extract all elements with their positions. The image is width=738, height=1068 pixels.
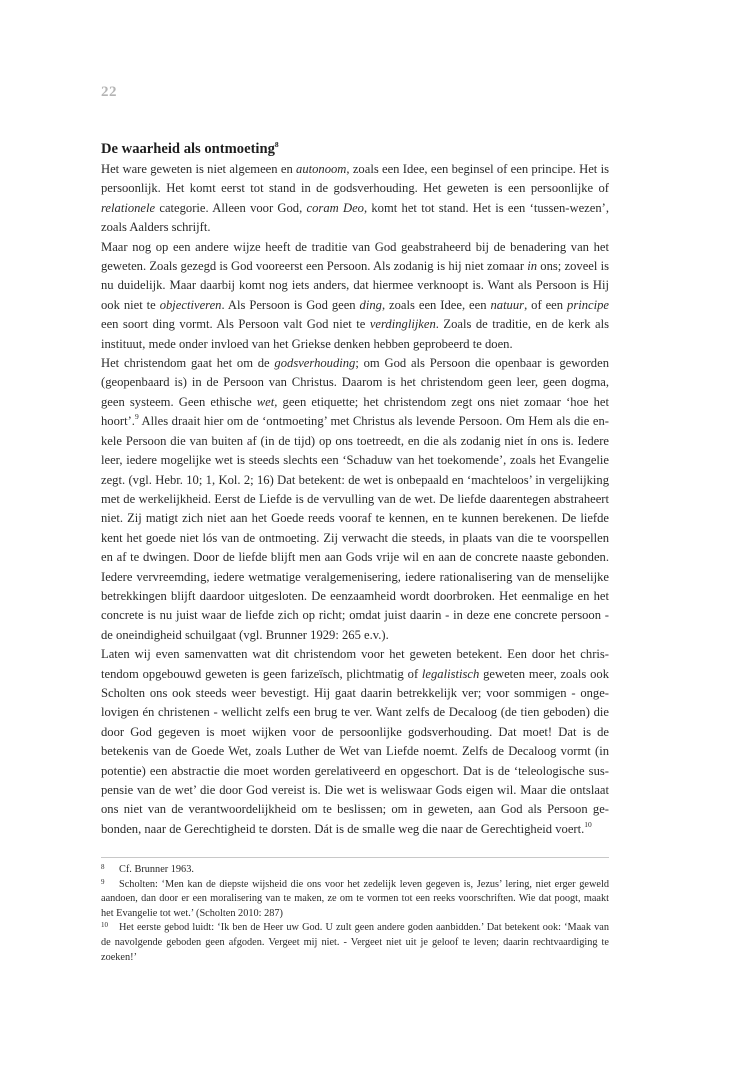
emphasis: objectiveren xyxy=(159,297,222,312)
footnote: 9 Scholten: ‘Men kan de diepste wijsheid die ons voor het zedelijk leven gegeven is, Jezus’ lering, niet erger geweld aandoen, dan door er een moralisering van te maken, ze om te vormen tot een reeks voorschriften. Wie dat poogt, maakt het Evangelie tot wet.’ (Scholten 2010: 287) xyxy=(101,877,609,919)
paragraph xyxy=(101,238,609,354)
emphasis: in xyxy=(527,259,538,274)
footnote-separator xyxy=(101,857,609,858)
text-run: Het ware geweten is niet algemeen en xyxy=(101,162,297,176)
footnote: 8 Cf. Brunner 1963. xyxy=(101,863,194,875)
text-run: ; om God als Persoon die openbaar is geworden (geopenbaard is) in de Persoon van Christus. Daarom is het christendom geen leer, geen dogma, geen systeem. Geen ethische xyxy=(101,356,609,409)
emphasis: ding xyxy=(359,297,382,312)
text-run: geen etiquette; het christendom zegt ons niet zomaar ‘hoe het hoort’. xyxy=(101,394,609,429)
paragraph xyxy=(101,645,609,839)
text-run: ons; zoveel is nu duidelijk. Maar daarbij komt nog iets anders, dat hiermee verknoopt is. Want als Persoon is Hij ook niet te xyxy=(101,259,609,312)
text-run: , zoals een Idee, een beginsel of een principe. Het is persoonlijk. Het komt eerst tot stand in de godsverhouding. Het geweten is een persoonlijke of xyxy=(101,162,609,196)
text-run: , of een xyxy=(524,297,568,312)
section-heading xyxy=(101,138,609,160)
text-run: Maar nog op een andere wijze heeft de traditie van God geabstraheerd bij de benadering van het geweten. Zoals gezegd is God vooreerst een Persoon. Als zodanig is hij niet zomaar xyxy=(101,239,609,274)
body-text xyxy=(101,160,609,839)
footnote-text: Scholten: ‘Men kan de diepste wijsheid die ons voor het zedelijk leven gegeven is, Jezus’ lering, niet erger geweld aandoen, dan door er een moralisering van te maken, ze om te vormen tot een reeks voorschriften. Wie dat poogt, maakt het Evangelie tot wet.’ (Scholten 2010: 287) xyxy=(101,878,609,919)
text-run: Alles draait hier om de ‘ontmoeting’ met Christus als levende Persoon. Om Hem als die enkele Persoon die van buiten af (in de tijd) op ons toetreedt, en die als zodanig niet ín ons is. Iedere leer, iedere mogelijke wet is steeds slechts een ‘Schaduw van het toekomende’, zoals het Evangelie zegt. (vgl. Hebr. 10; 1, Kol. 2; 16) Dat betekent: de wet is onbepaald en ‘machteloos’ in vergelijking met de werkelijkheid. Eerst de Liefde is de vervulling van de wet. De liefde daarentegen abstraheert niet. Zij matigt zich niet aan het Goede reeds vooraf te kennen, en te kunnen berekenen. De liefde kent het goede niet lós van de ontmoeting. Zij verwacht die steeds, in plaats van die te voorspellen en af te dwingen. Door de liefde blijft men aan Gods vrije wil en aan de concrete naaste gebonden. Iedere vervreemding, iedere wetmatige veralgemenisering, iedere rationalisering van de menselijke betrekkingen blijft daardoor uitgesloten. De eenzaamheid wordt doorbroken. Het eenmalige en het concrete is nu juist waar de liefde zich op richt; omdat juist daarin - in deze ene concrete persoon - de oneindigheid schuilgaat (vgl. Brunner 1929: 265 e.v.). xyxy=(101,414,609,642)
footnote-ref: 10 xyxy=(584,819,592,829)
emphasis: wet, xyxy=(256,394,278,409)
emphasis: coram Deo xyxy=(306,200,364,215)
paragraph xyxy=(101,160,609,238)
text-run: geweten meer, zoals ook Scholten ons ook steeds weer bevestigt. Hij gaat daarin betrekkelijk ver; voor sommigen - ongelovigen én christenen - wellicht zelfs een brug te ver. Want zelfs de Decaloog (de tien geboden) die door God gegeven is moet wijken voor de persoonlijke godsverhouding. Dat moet! Dat is de betekenis van de Goede Wet, zoals Luther de Wet van Liefde noemt. Zelfs de Decaloog vormt (in potentie) een abstractie die moet worden gerelativeerd en opgeschort. Dat is de ‘teleologische suspensie van de wet’ die door God vereist is. Die wet is weliswaar Gods eigen wil. Maar die ontslaat ons niet van de verantwoordelijkheid om te beslissen; om in geweten, aan God als Persoon gebonden, naar de Gerechtigheid te dorsten. Dát is de smalle weg die naar de Gerechtigheid voert. xyxy=(101,666,609,836)
text-run: Het christendom gaat het om de xyxy=(101,356,275,371)
text-run: . Zoals de traditie, en de kerk als instituut, mede onder invloed van het Griekse denken hebben geprobeerd te doen. xyxy=(101,317,609,351)
section-title: De waarheid als ontmoeting xyxy=(101,141,275,157)
footnote-ref: 9 xyxy=(134,412,139,422)
emphasis: legalistisch xyxy=(421,666,480,681)
text-run: , zoals een Idee, een xyxy=(381,297,491,312)
footnote-ref: 8 xyxy=(274,140,279,149)
paragraph xyxy=(101,354,609,645)
emphasis: autonoom xyxy=(296,162,347,176)
text-run: categorie. Alleen voor God, xyxy=(155,200,307,215)
page-number: 22 xyxy=(101,84,117,100)
emphasis: verdinglijken xyxy=(369,317,436,332)
text-run: , komt het tot stand. Het is een ‘tussen-wezen’, zoals Aalders schrijft. xyxy=(101,200,609,235)
emphasis: relationele xyxy=(101,200,156,215)
emphasis: principe xyxy=(567,297,609,312)
main-text xyxy=(101,138,609,839)
footnote-text: Cf. Brunner 1963. xyxy=(119,864,194,875)
footnote-text: Het eerste gebod luidt: ‘Ik ben de Heer uw God. U zult geen andere goden aanbidden.’ Dat betekent ook: ‘Maak van de navolgende geboden geen afgoden. Vergeet mij niet. - Vergeet niet uit je geloof te leven; daarin rechtvaardiging te zoeken!’ xyxy=(101,922,609,963)
footnotes xyxy=(101,863,609,965)
emphasis: natuur xyxy=(490,297,525,312)
text-run: . Als Persoon is God geen xyxy=(221,297,360,312)
text-run: Laten wij even samenvatten wat dit christendom voor het geweten betekent. Een door het christendom opgebouwd geweten is geen farizeïsch, plichtmatig of xyxy=(101,647,609,681)
emphasis: godsverhouding xyxy=(274,356,356,371)
text-run: een soort ding vormt. Als Persoon valt God niet te xyxy=(101,317,370,332)
footnote: 10 Het eerste gebod luidt: ‘Ik ben de Heer uw God. U zult geen andere goden aanbidden.’ Dat betekent ook: ‘Maak van de navolgende geboden geen afgoden. Vergeet mij niet. - Vergeet niet uit je geloof te leven; daarin rechtvaardiging te zoeken!’ xyxy=(101,921,609,963)
